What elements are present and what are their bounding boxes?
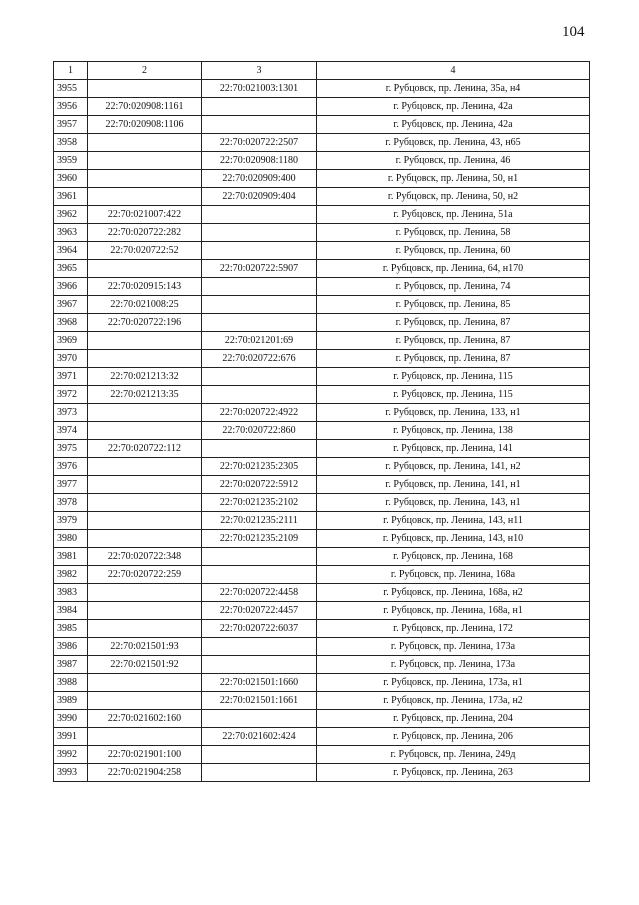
address-cell: г. Рубцовск, пр. Ленина, 58	[317, 224, 590, 242]
row-number-cell: 3992	[54, 746, 88, 764]
row-number-cell: 3960	[54, 170, 88, 188]
table-row	[54, 242, 590, 260]
table-row	[54, 494, 590, 512]
address-cell: г. Рубцовск, пр. Ленина, 168а, н1	[317, 602, 590, 620]
cadastral-number-cell: 22:70:021904:258	[88, 764, 202, 782]
address-cell: г. Рубцовск, пр. Ленина, 173а	[317, 638, 590, 656]
table-row	[54, 674, 590, 692]
building-cadastral-cell: 22:70:021003:1301	[202, 80, 317, 98]
cadastral-number-cell	[88, 350, 202, 368]
address-cell: г. Рубцовск, пр. Ленина, 85	[317, 296, 590, 314]
building-cadastral-cell	[202, 710, 317, 728]
table-row	[54, 584, 590, 602]
cadastral-number-cell	[88, 332, 202, 350]
cadastral-number-cell: 22:70:020722:348	[88, 548, 202, 566]
address-cell: г. Рубцовск, пр. Ленина, 168а, н2	[317, 584, 590, 602]
table-row	[54, 602, 590, 620]
cadastral-number-cell: 22:70:020722:196	[88, 314, 202, 332]
cadastral-number-cell: 22:70:021008:25	[88, 296, 202, 314]
row-number-cell: 3976	[54, 458, 88, 476]
table-row	[54, 98, 590, 116]
building-cadastral-cell: 22:70:020722:2507	[202, 134, 317, 152]
cadastral-number-cell	[88, 728, 202, 746]
cadastral-number-cell	[88, 512, 202, 530]
cadastral-number-cell	[88, 602, 202, 620]
address-cell: г. Рубцовск, пр. Ленина, 173а, н1	[317, 674, 590, 692]
address-cell: г. Рубцовск, пр. Ленина, 87	[317, 314, 590, 332]
cadastral-number-cell	[88, 674, 202, 692]
address-cell: г. Рубцовск, пр. Ленина, 35а, н4	[317, 80, 590, 98]
building-cadastral-cell: 22:70:020722:4458	[202, 584, 317, 602]
building-cadastral-cell	[202, 440, 317, 458]
table-row	[54, 386, 590, 404]
table-row	[54, 332, 590, 350]
building-cadastral-cell	[202, 368, 317, 386]
address-cell: г. Рубцовск, пр. Ленина, 141, н1	[317, 476, 590, 494]
table-row	[54, 170, 590, 188]
table-body	[54, 62, 590, 782]
cadastral-number-cell: 22:70:021007:422	[88, 206, 202, 224]
table-row	[54, 764, 590, 782]
table-row	[54, 134, 590, 152]
address-cell: г. Рубцовск, пр. Ленина, 143, н10	[317, 530, 590, 548]
row-number-cell: 3987	[54, 656, 88, 674]
row-number-cell: 3965	[54, 260, 88, 278]
address-cell: г. Рубцовск, пр. Ленина, 168а	[317, 566, 590, 584]
cadastral-number-cell	[88, 170, 202, 188]
building-cadastral-cell: 22:70:020908:1180	[202, 152, 317, 170]
building-cadastral-cell: 22:70:021501:1661	[202, 692, 317, 710]
building-cadastral-cell: 22:70:020722:676	[202, 350, 317, 368]
row-number-cell: 3993	[54, 764, 88, 782]
cadastral-number-cell	[88, 260, 202, 278]
cadastral-number-cell: 22:70:021213:35	[88, 386, 202, 404]
row-number-cell: 3979	[54, 512, 88, 530]
row-number-cell: 3980	[54, 530, 88, 548]
cadastral-number-cell	[88, 476, 202, 494]
address-cell: г. Рубцовск, пр. Ленина, 141, н2	[317, 458, 590, 476]
row-number-cell: 3990	[54, 710, 88, 728]
building-cadastral-cell: 22:70:021602:424	[202, 728, 317, 746]
building-cadastral-cell: 22:70:021235:2109	[202, 530, 317, 548]
table-row	[54, 638, 590, 656]
address-cell: г. Рубцовск, пр. Ленина, 42а	[317, 98, 590, 116]
address-cell: г. Рубцовск, пр. Ленина, 133, н1	[317, 404, 590, 422]
table-row	[54, 476, 590, 494]
header-cell-4: 4	[317, 62, 590, 80]
table-row	[54, 80, 590, 98]
address-cell: г. Рубцовск, пр. Ленина, 42а	[317, 116, 590, 134]
table-row	[54, 566, 590, 584]
cadastral-number-cell	[88, 584, 202, 602]
row-number-cell: 3991	[54, 728, 88, 746]
building-cadastral-cell	[202, 548, 317, 566]
row-number-cell: 3967	[54, 296, 88, 314]
table-row	[54, 656, 590, 674]
address-cell: г. Рубцовск, пр. Ленина, 172	[317, 620, 590, 638]
register-table	[53, 61, 590, 782]
row-number-cell: 3964	[54, 242, 88, 260]
header-cell-3: 3	[202, 62, 317, 80]
building-cadastral-cell	[202, 314, 317, 332]
building-cadastral-cell: 22:70:020909:404	[202, 188, 317, 206]
cadastral-number-cell	[88, 458, 202, 476]
row-number-cell: 3968	[54, 314, 88, 332]
row-number-cell: 3972	[54, 386, 88, 404]
row-number-cell: 3956	[54, 98, 88, 116]
table-row	[54, 404, 590, 422]
header-row	[54, 62, 590, 80]
table-row	[54, 746, 590, 764]
header-cell-2: 2	[88, 62, 202, 80]
building-cadastral-cell	[202, 98, 317, 116]
cadastral-number-cell	[88, 692, 202, 710]
cadastral-number-cell	[88, 494, 202, 512]
table-row	[54, 314, 590, 332]
table-row	[54, 260, 590, 278]
address-cell: г. Рубцовск, пр. Ленина, 206	[317, 728, 590, 746]
row-number-cell: 3969	[54, 332, 88, 350]
row-number-cell: 3988	[54, 674, 88, 692]
row-number-cell: 3981	[54, 548, 88, 566]
cadastral-number-cell: 22:70:021602:160	[88, 710, 202, 728]
table-row	[54, 710, 590, 728]
building-cadastral-cell: 22:70:021235:2111	[202, 512, 317, 530]
building-cadastral-cell	[202, 296, 317, 314]
address-cell: г. Рубцовск, пр. Ленина, 50, н2	[317, 188, 590, 206]
building-cadastral-cell	[202, 566, 317, 584]
address-cell: г. Рубцовск, пр. Ленина, 51а	[317, 206, 590, 224]
building-cadastral-cell	[202, 746, 317, 764]
cadastral-number-cell: 22:70:020915:143	[88, 278, 202, 296]
address-cell: г. Рубцовск, пр. Ленина, 115	[317, 386, 590, 404]
building-cadastral-cell	[202, 386, 317, 404]
building-cadastral-cell	[202, 764, 317, 782]
table-row	[54, 728, 590, 746]
building-cadastral-cell	[202, 242, 317, 260]
cadastral-number-cell	[88, 422, 202, 440]
address-cell: г. Рубцовск, пр. Ленина, 143, н11	[317, 512, 590, 530]
address-cell: г. Рубцовск, пр. Ленина, 74	[317, 278, 590, 296]
building-cadastral-cell: 22:70:020722:860	[202, 422, 317, 440]
table-row	[54, 278, 590, 296]
row-number-cell: 3959	[54, 152, 88, 170]
table-row	[54, 116, 590, 134]
building-cadastral-cell: 22:70:021235:2102	[202, 494, 317, 512]
row-number-cell: 3989	[54, 692, 88, 710]
table-row	[54, 206, 590, 224]
address-cell: г. Рубцовск, пр. Ленина, 168	[317, 548, 590, 566]
table-row	[54, 458, 590, 476]
cadastral-number-cell: 22:70:021501:92	[88, 656, 202, 674]
table-row	[54, 512, 590, 530]
address-cell: г. Рубцовск, пр. Ленина, 138	[317, 422, 590, 440]
row-number-cell: 3983	[54, 584, 88, 602]
cadastral-number-cell: 22:70:020908:1106	[88, 116, 202, 134]
table-row	[54, 296, 590, 314]
cadastral-number-cell: 22:70:020722:282	[88, 224, 202, 242]
building-cadastral-cell	[202, 116, 317, 134]
row-number-cell: 3962	[54, 206, 88, 224]
table-row	[54, 530, 590, 548]
cadastral-number-cell	[88, 152, 202, 170]
address-cell: г. Рубцовск, пр. Ленина, 60	[317, 242, 590, 260]
cadastral-number-cell: 22:70:020722:52	[88, 242, 202, 260]
address-cell: г. Рубцовск, пр. Ленина, 64, н170	[317, 260, 590, 278]
row-number-cell: 3970	[54, 350, 88, 368]
building-cadastral-cell: 22:70:020722:4457	[202, 602, 317, 620]
address-cell: г. Рубцовск, пр. Ленина, 263	[317, 764, 590, 782]
building-cadastral-cell: 22:70:021201:69	[202, 332, 317, 350]
address-cell: г. Рубцовск, пр. Ленина, 50, н1	[317, 170, 590, 188]
header-cell-1: 1	[54, 62, 88, 80]
row-number-cell: 3975	[54, 440, 88, 458]
address-cell: г. Рубцовск, пр. Ленина, 46	[317, 152, 590, 170]
cadastral-number-cell	[88, 404, 202, 422]
cadastral-number-cell: 22:70:021213:32	[88, 368, 202, 386]
row-number-cell: 3977	[54, 476, 88, 494]
table-row	[54, 422, 590, 440]
row-number-cell: 3955	[54, 80, 88, 98]
address-cell: г. Рубцовск, пр. Ленина, 143, н1	[317, 494, 590, 512]
row-number-cell: 3974	[54, 422, 88, 440]
row-number-cell: 3958	[54, 134, 88, 152]
page-number: 104	[562, 24, 585, 40]
row-number-cell: 3985	[54, 620, 88, 638]
address-cell: г. Рубцовск, пр. Ленина, 173а, н2	[317, 692, 590, 710]
address-cell: г. Рубцовск, пр. Ленина, 249д	[317, 746, 590, 764]
address-cell: г. Рубцовск, пр. Ленина, 87	[317, 332, 590, 350]
building-cadastral-cell: 22:70:020722:5912	[202, 476, 317, 494]
row-number-cell: 3963	[54, 224, 88, 242]
cadastral-number-cell: 22:70:020722:112	[88, 440, 202, 458]
cadastral-number-cell	[88, 134, 202, 152]
address-cell: г. Рубцовск, пр. Ленина, 204	[317, 710, 590, 728]
table-row	[54, 440, 590, 458]
table-row	[54, 692, 590, 710]
table-row	[54, 548, 590, 566]
address-cell: г. Рубцовск, пр. Ленина, 87	[317, 350, 590, 368]
cadastral-number-cell	[88, 620, 202, 638]
address-cell: г. Рубцовск, пр. Ленина, 141	[317, 440, 590, 458]
table-row	[54, 188, 590, 206]
row-number-cell: 3982	[54, 566, 88, 584]
building-cadastral-cell	[202, 656, 317, 674]
building-cadastral-cell: 22:70:020909:400	[202, 170, 317, 188]
row-number-cell: 3961	[54, 188, 88, 206]
row-number-cell: 3986	[54, 638, 88, 656]
cadastral-number-cell: 22:70:021501:93	[88, 638, 202, 656]
building-cadastral-cell	[202, 206, 317, 224]
cadastral-number-cell	[88, 188, 202, 206]
address-cell: г. Рубцовск, пр. Ленина, 43, н65	[317, 134, 590, 152]
table-row	[54, 224, 590, 242]
row-number-cell: 3971	[54, 368, 88, 386]
building-cadastral-cell: 22:70:021501:1660	[202, 674, 317, 692]
building-cadastral-cell: 22:70:020722:5907	[202, 260, 317, 278]
address-cell: г. Рубцовск, пр. Ленина, 115	[317, 368, 590, 386]
table-row	[54, 620, 590, 638]
row-number-cell: 3984	[54, 602, 88, 620]
cadastral-number-cell: 22:70:021901:100	[88, 746, 202, 764]
table-row	[54, 350, 590, 368]
cadastral-number-cell: 22:70:020908:1161	[88, 98, 202, 116]
building-cadastral-cell	[202, 224, 317, 242]
row-number-cell: 3966	[54, 278, 88, 296]
building-cadastral-cell	[202, 278, 317, 296]
table-row	[54, 152, 590, 170]
cadastral-number-cell	[88, 530, 202, 548]
row-number-cell: 3957	[54, 116, 88, 134]
building-cadastral-cell	[202, 638, 317, 656]
cadastral-number-cell	[88, 80, 202, 98]
building-cadastral-cell: 22:70:021235:2305	[202, 458, 317, 476]
address-cell: г. Рубцовск, пр. Ленина, 173а	[317, 656, 590, 674]
row-number-cell: 3973	[54, 404, 88, 422]
cadastral-number-cell: 22:70:020722:259	[88, 566, 202, 584]
building-cadastral-cell: 22:70:020722:4922	[202, 404, 317, 422]
row-number-cell: 3978	[54, 494, 88, 512]
table-row	[54, 368, 590, 386]
building-cadastral-cell: 22:70:020722:6037	[202, 620, 317, 638]
